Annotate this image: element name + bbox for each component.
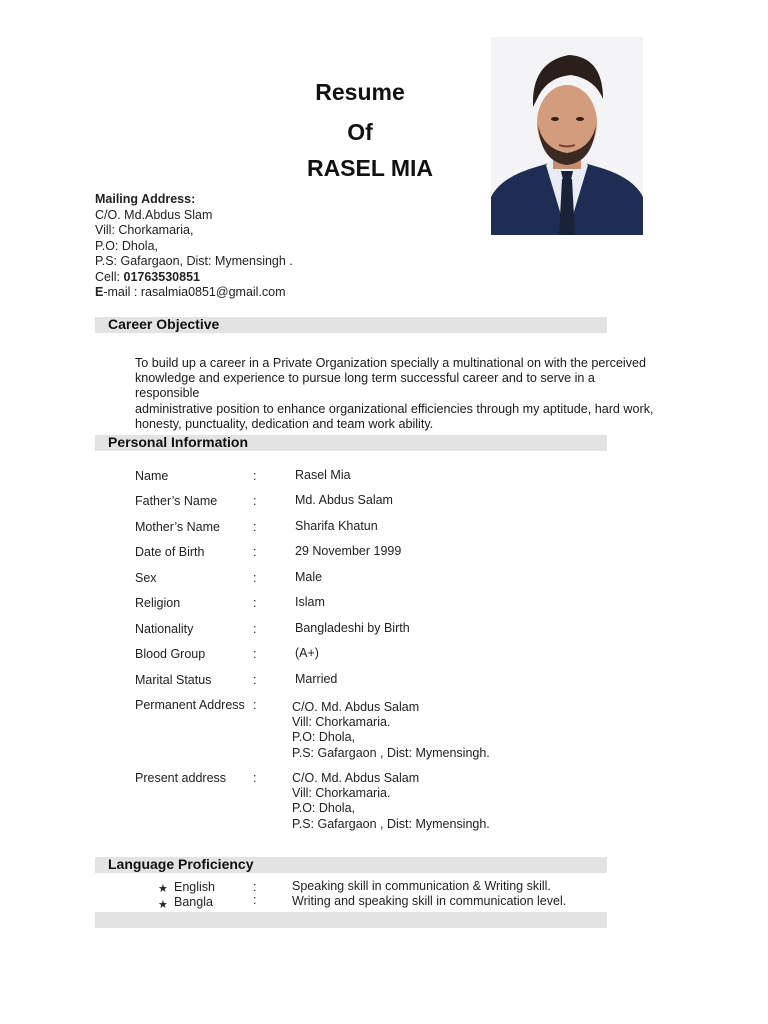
address-line: P.O: Dhola, <box>292 730 356 745</box>
personal-info-band <box>95 435 607 451</box>
career-objective-heading: Career Objective <box>108 316 220 332</box>
pi-label-mother: Mother’s Name <box>135 520 220 534</box>
objective-line: honesty, punctuality, dedication and team work ability. <box>135 416 434 431</box>
email-label-e: E <box>95 285 104 299</box>
career-objective-text <box>135 356 655 432</box>
language-name-bangla: Bangla <box>174 895 213 909</box>
language-desc-english: Speaking skill in communication & Writing skill. <box>292 879 551 893</box>
star-icon: ★ <box>158 899 168 911</box>
pi-colon: : <box>253 494 257 508</box>
cell-number: 01763530851 <box>123 269 200 284</box>
pi-colon: : <box>253 673 257 687</box>
mailing-address <box>95 192 293 301</box>
pi-value-religion: Islam <box>295 595 325 609</box>
pi-colon: : <box>253 771 257 785</box>
address-line: P.S: Gafargaon , Dist: Mymensingh. <box>292 816 490 831</box>
pi-value-name: Rasel Mia <box>295 468 351 482</box>
present-address <box>292 771 490 832</box>
pi-value-blood: (A+) <box>295 646 319 660</box>
language-heading: Language Proficiency <box>108 856 254 872</box>
pi-colon: : <box>253 545 257 559</box>
address-line: Vill: Chorkamaria. <box>292 786 391 801</box>
profile-photo <box>491 37 643 235</box>
pi-value-nationality: Bangladeshi by Birth <box>295 621 410 635</box>
pi-label-sex: Sex <box>135 571 157 585</box>
pi-value-mother: Sharifa Khatun <box>295 519 378 533</box>
cell-label: Cell: <box>95 269 121 284</box>
pi-label-blood: Blood Group <box>135 647 206 661</box>
objective-line: To build up a career in a Private Organization specially a multinational on with the perceived <box>135 356 647 370</box>
pi-colon: : <box>253 469 257 483</box>
pi-value-dob: 29 November 1999 <box>295 544 402 558</box>
mailing-line: Vill: Chorkamaria, <box>95 223 194 237</box>
pi-label-father: Father’s Name <box>135 494 218 508</box>
pi-colon: : <box>253 520 257 534</box>
resume-title: Resume <box>315 79 405 105</box>
address-line: P.O: Dhola, <box>292 801 356 816</box>
permanent-address <box>292 700 490 761</box>
pi-label-religion: Religion <box>135 596 181 610</box>
pi-value-sex: Male <box>295 570 323 584</box>
pi-value-father: Md. Abdus Salam <box>295 493 393 507</box>
email-line <box>95 285 293 301</box>
pi-label-nationality: Nationality <box>135 622 194 636</box>
address-line: C/O. Md. Abdus Salam <box>292 700 420 714</box>
pi-colon: : <box>253 622 257 636</box>
email-address: rasalmia0851@gmail.com <box>140 285 286 299</box>
pi-colon: : <box>253 647 257 661</box>
pi-value-marital: Married <box>295 672 338 686</box>
pi-label-dob: Date of Birth <box>135 545 205 559</box>
language-colon: : <box>253 880 257 894</box>
address-line: P.S: Gafargaon , Dist: Mymensingh. <box>292 745 490 760</box>
language-desc-bangla: Writing and speaking skill in communication level. <box>292 894 567 908</box>
language-colon: : <box>253 893 257 907</box>
pi-label-marital: Marital Status <box>135 673 212 687</box>
mailing-line: P.O: Dhola, <box>95 238 159 253</box>
email-label: -mail : <box>103 285 141 299</box>
language-band <box>95 857 607 873</box>
pi-label-present: Present address <box>135 771 227 785</box>
mailing-line: P.S: Gafargaon, Dist: Mymensingh . <box>95 254 293 268</box>
resume-of: Of <box>347 119 373 145</box>
footer-band <box>95 912 607 928</box>
address-line: Vill: Chorkamaria. <box>292 715 391 730</box>
pi-label-name: Name <box>135 469 169 483</box>
resume-name: RASEL MIA <box>306 155 434 181</box>
career-objective-band <box>95 317 607 333</box>
star-icon: ★ <box>158 883 168 895</box>
mailing-heading: Mailing Address: <box>95 192 196 206</box>
pi-colon: : <box>253 698 257 712</box>
cell-line <box>95 270 293 286</box>
language-name-english: English <box>174 880 215 894</box>
objective-line: knowledge and experience to pursue long term successful career and to serve in a responsible <box>135 371 595 401</box>
pi-label-permanent: Permanent Address <box>135 698 245 712</box>
objective-line: administrative position to enhance organizational efficiencies through my aptitude, hard work, <box>135 401 654 416</box>
pi-colon: : <box>253 596 257 610</box>
pi-colon: : <box>253 571 257 585</box>
personal-info-heading: Personal Information <box>108 434 249 450</box>
address-line: C/O. Md. Abdus Salam <box>292 771 420 785</box>
mailing-line: C/O. Md.Abdus Slam <box>95 207 213 222</box>
